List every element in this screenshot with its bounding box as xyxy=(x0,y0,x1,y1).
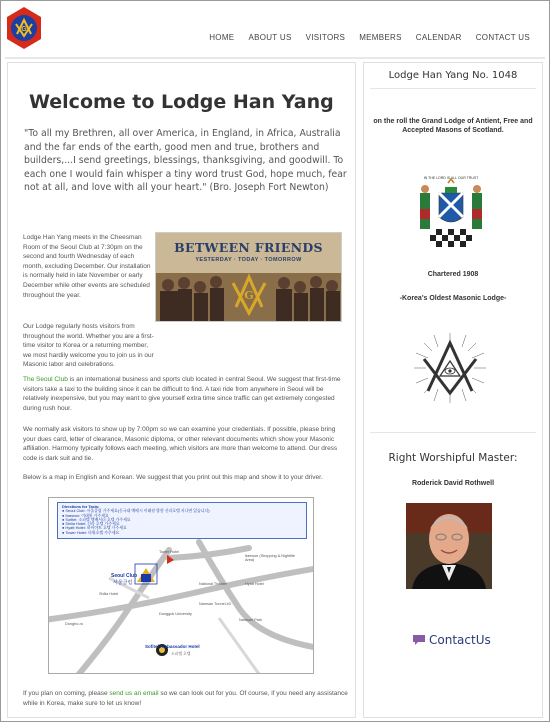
direction-line: ● Seoul Club: 서울클럽 가주세요(동국대 맥베시 이태원 방향 신라호텔 지나면 있습니다) xyxy=(62,508,210,514)
nav-about-us[interactable]: ABOUT US xyxy=(248,33,292,42)
map-label-dongguk: Dongguk University xyxy=(159,612,192,616)
map-label-hyatt: Hyatt Hotel xyxy=(245,582,264,586)
seoul-club-text: is an international business and sports club located in central Seoul. We suggest that first-time visitors take a taxi to the building since it can be difficult to find. A taxi ride from anywhere in Seoul will be relatively inexpensive, but you may want to give yourself extra time since traffic can get extremely congested during rush hour. xyxy=(23,376,341,412)
visitors-paragraph: Our Lodge regularly hosts visitors from throughout the world. Whether you are a first-time visitor to Korea or a returning member, we most hardily welcome you to join us in our Masonic labor and celebrations. xyxy=(23,323,154,369)
seoul-club-link[interactable]: The Seoul Club xyxy=(23,376,68,383)
speech-bubble-icon xyxy=(412,634,426,646)
nav-home[interactable]: HOME xyxy=(209,33,235,42)
svg-text:G: G xyxy=(244,289,254,302)
newton-quote: "To all my Brethren, all over America, in England, in Africa, Australia and the far ends of the earth, good men and true, brothers and builders,...I send greetings, blessings, thanksgiving, and goodwill. To each one I would fain whisper a tiny word trust God, hope much, fear not at all, and love with all your heart." (Bro. Joseph Fort Newton) xyxy=(24,128,347,193)
master-heading: Right Worshipful Master: xyxy=(388,452,518,464)
map-label-tower: Tower Hotel xyxy=(159,550,180,554)
direction-line: ● Hyatt Hotel: 하이야트 호텔 가주세요 xyxy=(62,525,127,531)
square-compass-eye-icon xyxy=(412,331,488,405)
map-label-shilla: Shilla Hotel xyxy=(99,592,119,596)
map-label-namsan: Namsan Park xyxy=(239,618,263,622)
between-friends-image xyxy=(155,232,342,322)
taxi-directions-box xyxy=(57,502,307,539)
oldest-lodge-text: -Korea's Oldest Masonic Lodge- xyxy=(399,295,507,302)
nav-visitors[interactable]: VISITORS xyxy=(305,33,346,42)
direction-line: ● Sofitel: 소피텔 앰배서더 호텔 가주세요 xyxy=(62,516,131,522)
direction-line: ● Shilla Hotel: 신라 호텔 가주세요 xyxy=(62,521,120,527)
map-label-dongho: Dongho-ro xyxy=(65,622,83,626)
map-label-sofitel-ko: 소피텔 호텔 xyxy=(171,652,191,656)
closing-paragraph xyxy=(23,689,349,708)
map-label-tunnel: Namsan Tunnel #3 xyxy=(199,602,231,606)
svg-text:G: G xyxy=(21,26,27,33)
photo-subtitle: YESTERDAY · TODAY · TOMORROW xyxy=(195,257,302,263)
send-email-link[interactable]: send us an email xyxy=(109,690,159,697)
sidebar-divider xyxy=(370,88,536,89)
map-note: Below is a map in English and Korean. We suggest that you print out this map and show it to your driver. xyxy=(23,474,323,481)
seoul-club-paragraph xyxy=(23,375,349,413)
sidebar-title: Lodge Han Yang No. 1048 xyxy=(388,70,518,81)
page-title: Welcome to Lodge Han Yang xyxy=(29,91,334,113)
nav-calendar[interactable]: CALENDAR xyxy=(415,33,462,42)
header-divider xyxy=(5,57,545,59)
directions-map[interactable] xyxy=(48,497,314,674)
closing-post: so we can look out for you. Of course, if you need any assistance while in Korea, make sure to let us know! xyxy=(23,690,348,707)
directions-title: Directions for Taxis: xyxy=(62,504,100,509)
master-portrait xyxy=(406,503,492,589)
direction-line: ● Itaewon: 이태원 가주세요 xyxy=(62,512,109,518)
closing-pre: If you plan on coming, please xyxy=(23,690,110,697)
masonic-logo[interactable] xyxy=(5,6,43,50)
map-label-sofitel: Sofitel Ambassador Hotel xyxy=(145,644,200,649)
grand-lodge-text: on the roll the Grand Lodge of Antient, Free and Accepted Masons of Scotland. xyxy=(373,118,533,134)
map-label-seoul-club: Seoul Club xyxy=(111,573,138,579)
map-label-national-theater: National Theater xyxy=(199,582,228,586)
photo-title: BETWEEN FRIENDS xyxy=(174,240,323,255)
crest-motto: IN THE LORD IS ALL OUR TRUST xyxy=(423,176,479,180)
chartered-text: Chartered 1908 xyxy=(427,271,479,278)
nav-contact-us[interactable]: CONTACT US xyxy=(475,33,530,42)
sidebar-divider xyxy=(370,432,536,433)
contact-us-label: ContactUs xyxy=(429,633,491,647)
main-nav xyxy=(209,33,530,42)
master-name: Roderick David Rothwell xyxy=(411,480,495,487)
nav-members[interactable]: MEMBERS xyxy=(359,33,402,42)
lodge-crest-icon xyxy=(412,173,490,251)
map-label-itaewon: Itaewon (Shopping & Nightlife Area) xyxy=(245,554,296,562)
map-label-seoul-club-ko: 서울클럽 xyxy=(113,580,133,586)
contact-us-button[interactable] xyxy=(412,633,491,647)
arrival-paragraph: We normally ask visitors to show up by 7:00pm so we can examine your credentials. If possible, please bring your dues card, letter of clearance, Masonic diploma, or other relevant documents which show your Masonic affiliation. Harmony typically follows each meeting, which visitors are more than welcome to attend. Our dress code is dark suit and tie. xyxy=(23,426,338,462)
direction-line: ● Tower Hotel: 타워호텔 가주세요 xyxy=(62,529,120,535)
meeting-info: Lodge Han Yang meets in the Cheesman Room of the Seoul Club at 7:30pm on the second and fourth Wednesday of each month, excluding December. Our installation is normally held in late November or early December while other events are scheduled throughout the year. xyxy=(23,234,151,299)
